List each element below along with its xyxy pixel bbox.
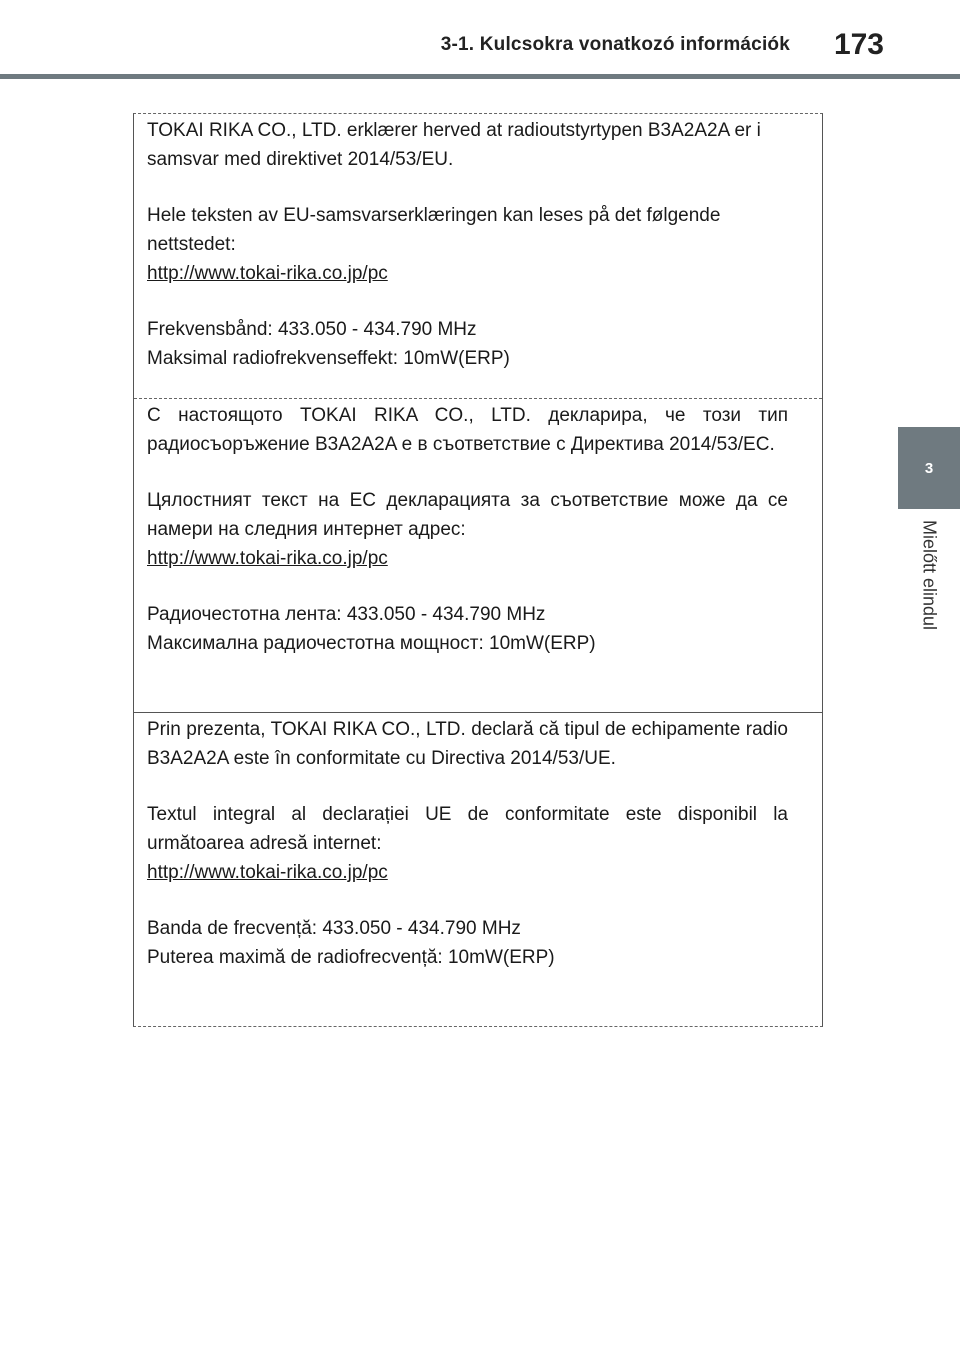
declaration-text: С настоящото TOKAI RIKA CO., LTD. декларира, че този тип радиосъоръжение B3A2A2A е в съответствие с Директива 2014/53/ЕС. <box>147 405 788 455</box>
declaration-url-link[interactable]: http://www.tokai-rika.co.jp/pc <box>147 548 388 569</box>
max-power: Maksimal radiofrekvenseffekt: 10mW(ERP) <box>147 348 510 369</box>
max-power: Puterea maximă de radiofrecvență: 10mW(ERP) <box>147 947 555 968</box>
frequency-band: Радиочестотна лента: 433.050 - 434.790 MHz <box>147 604 546 625</box>
frequency-band: Banda de frecvență: 433.050 - 434.790 MHz <box>147 918 521 939</box>
fulltext-note: Textul integral al declarației UE de conformitate este disponibil la următoarea adresă internet: <box>147 804 788 854</box>
chapter-number: 3 <box>924 459 934 477</box>
conformity-notice-box <box>133 113 823 1027</box>
chapter-label: Mielőtt elindul <box>919 520 940 631</box>
section-title: 3-1. Kulcsokra vonatkozó információk <box>440 34 790 55</box>
notice-section-bulgarian <box>134 398 822 658</box>
frequency-band: Frekvensbånd: 433.050 - 434.790 MHz <box>147 319 477 340</box>
chapter-label-container <box>906 520 952 660</box>
fulltext-note: Hele teksten av EU-samsvarserklæringen kan leses på det følgende nettstedet: <box>147 205 721 255</box>
chapter-tab[interactable] <box>898 427 960 509</box>
page-number: 173 <box>833 28 884 61</box>
declaration-text: Prin prezenta, TOKAI RIKA CO., LTD. declară că tipul de echipamente radio B3A2A2A este în conformitate cu Directiva 2014/53/UE. <box>147 719 788 769</box>
fulltext-note: Цялостният текст на ЕС декларацията за съответствие може да се намери на следния интернет адрес: <box>147 490 788 540</box>
declaration-url-link[interactable]: http://www.tokai-rika.co.jp/pc <box>147 263 388 284</box>
declaration-text: TOKAI RIKA CO., LTD. erklærer herved at radioutstyrtypen B3A2A2A er i samsvar med direktivet 2014/53/EU. <box>147 120 761 170</box>
header-rule <box>0 74 960 79</box>
max-power: Максимална радиочестотна мощност: 10mW(ERP) <box>147 633 596 654</box>
notice-section-norwegian <box>134 114 822 373</box>
notice-section-romanian <box>134 712 822 972</box>
declaration-url-link[interactable]: http://www.tokai-rika.co.jp/pc <box>147 862 388 883</box>
